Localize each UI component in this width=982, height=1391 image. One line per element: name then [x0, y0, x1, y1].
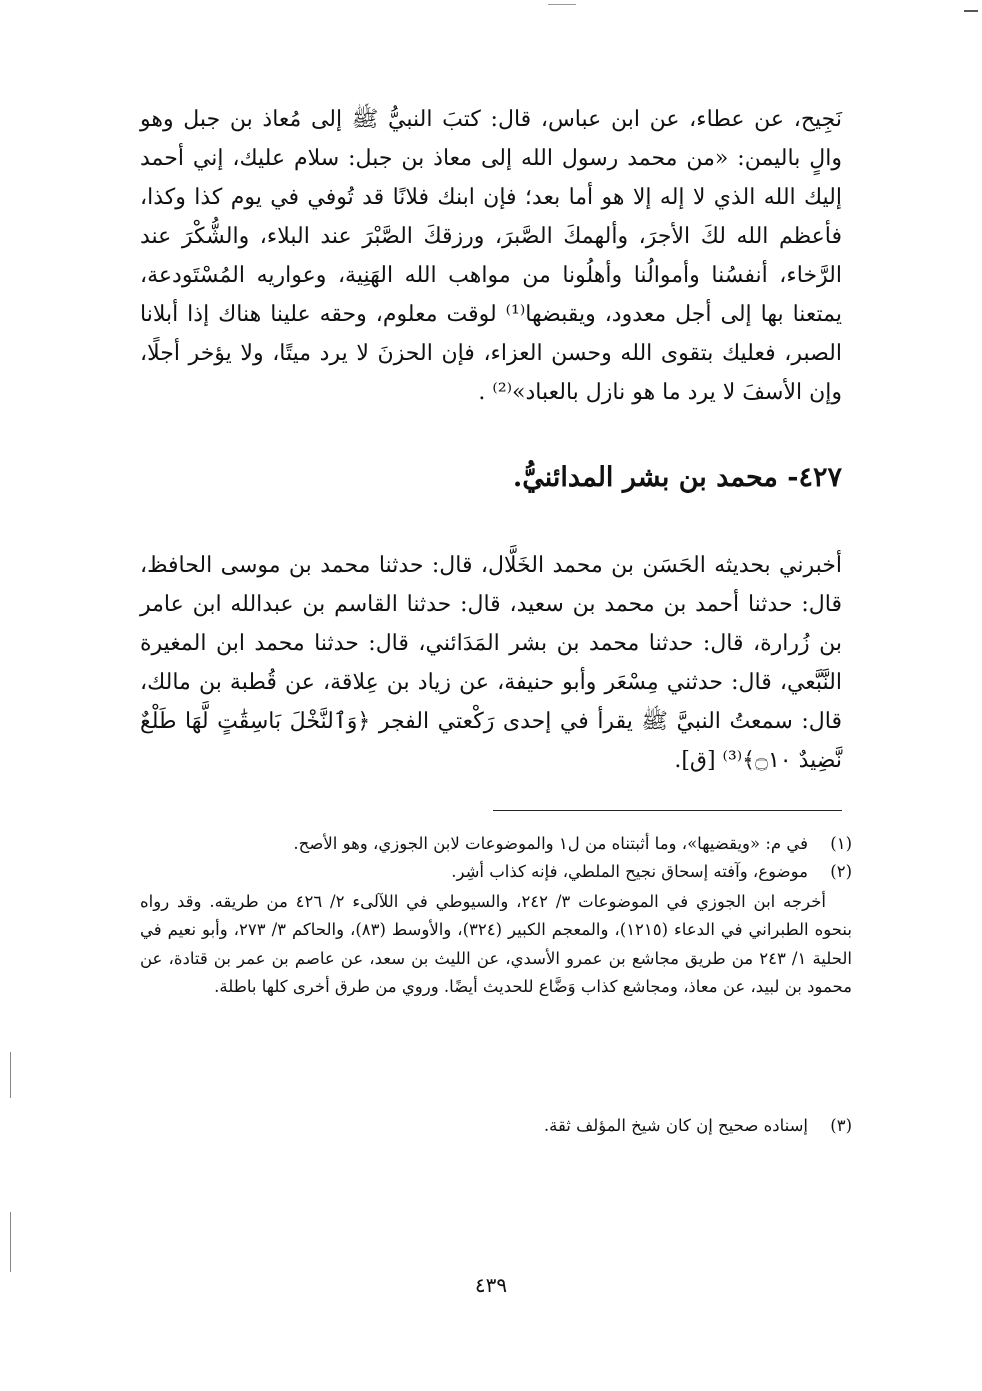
entry-heading: ٤٢٧- محمد بن بشر المدائنيُّ.: [512, 462, 842, 493]
scan-margin-line: [10, 1212, 11, 1272]
paragraph-text: نَجِيح، عن عطاء، عن ابن عباس، قال: كتبَ النبيُّ ﷺ إلى مُعاذ بن جبل وهو والٍ باليمن: «من محمد رسول الله إلى معاذ بن جبل: سلام عليك، إني أحمد إليك الله الذي لا إله إلا هو أما بعد؛ فإن ابنك فلانًا قد تُوفي في يوم كذا وكذا، فأعظم الله لكَ الأجرَ، وألهمكَ الصَّبرَ، ورزقكَ الصَّبْرَ عند البلاء، والشُّكْرَ عند الرَّخاء، أنفسُنا وأموالُنا وأهلُونا من مواهب الله الهَنِية، وعواريه المُسْتَودعة، يمتعنا بها إلى أجل معدود، ويقبضها⁽¹⁾ لوقت معلوم، وحقه علينا هناك إذا أبلانا الصبر، فعليك بتقوى الله وحسن العزاء، فإن الحزنَ لا يرد ميتًا، ولا يؤخر أجلًا، وإن الأسفَ لا يرد ما هو نازل بالعباد»⁽²⁾ .: [140, 107, 843, 405]
footnote-separator: [493, 810, 842, 811]
scan-mark-top: [548, 4, 576, 5]
scan-mark-right: [964, 10, 978, 12]
page-number: ٤٣٩: [474, 1273, 508, 1297]
footnote-number: (٣): [830, 1116, 852, 1135]
main-text-paragraph: [140, 546, 842, 780]
footnote-text: إسناده صحيح إن كان شيخ المؤلف ثقة.: [543, 1116, 808, 1135]
footnote: [140, 1112, 852, 1140]
scan-margin-line: [10, 1052, 11, 1098]
paragraph-text: أخبرني بحديثه الحَسَن بن محمد الخَلَّال، قال: حدثنا محمد بن موسى الحافظ، قال: حدثنا أحمد بن محمد بن سعيد، قال: حدثنا القاسم بن عبدالله ابن عامر بن زُرارة، قال: حدثنا محمد بن بشر المَدَائني، قال: حدثنا محمد ابن المغيرة النَّبَّعي، قال: حدثني مِسْعَر وأبو حنيفة، عن زياد بن عِلاقة، عن قُطبة بن مالك، قال: سمعتُ النبيَّ ﷺ يقرأ في إحدى رَكْعتي الفجر ﴿وَٱلنَّخْلَ بَاسِقَٰتٍ لَّهَا طَلْعٌ نَّضِيدٌ ۝١٠﴾⁽³⁾ [ق].: [140, 553, 842, 773]
main-text-paragraph: [140, 100, 842, 412]
footnote-number: (٢): [830, 862, 852, 881]
footnote-text: موضوع، وآفته إسحاق نجيح الملطي، فإنه كذاب أشِر.: [451, 862, 808, 881]
footnote-text: في م: «ويقضيها»، وما أثبتناه من ل١ والموضوعات لابن الجوزي، وهو الأصح.: [293, 834, 808, 853]
footnote-number: (١): [830, 834, 852, 853]
footnote: [140, 830, 852, 858]
footnote-detail-text: أخرجه ابن الجوزي في الموضوعات ٣/ ٢٤٢، والسيوطي في اللآلىء ٢/ ٤٢٦ من طريقه. وقد رواه بنحوه الطبراني في الدعاء (١٢١٥)، والمعجم الكبير (٣٢٤)، والأوسط (٨٣)، والحاكم ٣/ ٢٧٣، وأبو نعيم في الحلية ١/ ٢٤٣ من طريق مجاشع بن عمرو الأسدي، عن الليث بن سعد، عن عاصم بن عمر بن قتادة، عن محمود بن لبيد، عن معاذ، ومجاشع كذاب وَضَّاع للحديث أيضًا. وروي من طرق أخرى كلها باطلة.: [140, 892, 852, 997]
footnote: [140, 858, 852, 886]
